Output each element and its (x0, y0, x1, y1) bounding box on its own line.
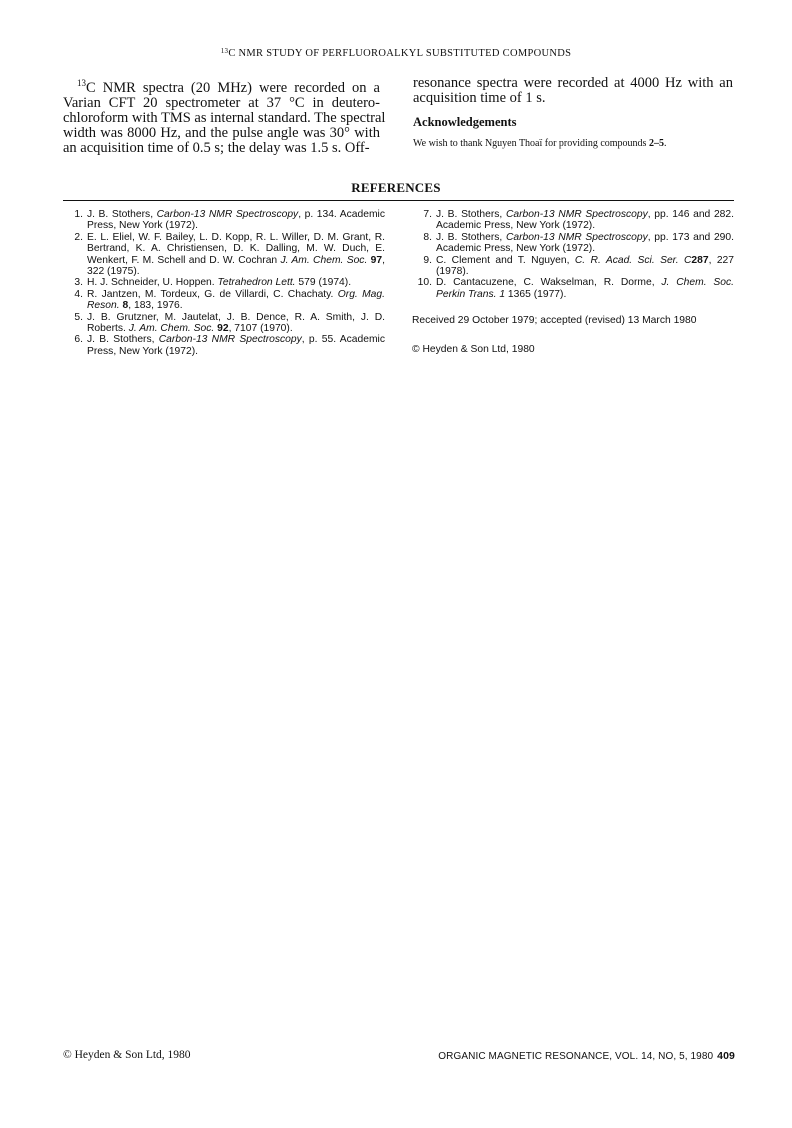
reference-item (63, 312, 385, 335)
acknowledgements-text: We wish to thank Nguyen Thoaï for providing compounds 2–5. (413, 138, 667, 149)
reference-text: J. B. Stothers, Carbon-13 NMR Spectroscopy, p. 134. Academic Press, New York (1972). (87, 209, 385, 232)
reference-item (63, 289, 385, 312)
acknowledgements-heading: Acknowledgements (413, 115, 517, 129)
text-line: resonance spectra were recorded at 4000 Hz with an (413, 75, 733, 91)
reference-text: J. B. Stothers, Carbon-13 NMR Spectroscopy, pp. 146 and 282. Academic Press, New York (1972). (436, 209, 734, 232)
reference-number: 2. (74, 231, 83, 243)
text-line: chloroform with TMS as internal standard. The spectral (63, 109, 386, 126)
reference-number: 9. (423, 254, 432, 266)
reference-text: J. B. Grutzner, M. Jautelat, J. B. Dence, R. A. Smith, J. D. Roberts. J. Am. Chem. Soc. 92, 7107 (1970). (87, 311, 385, 335)
reference-number: 6. (74, 334, 83, 346)
reference-item (63, 209, 385, 232)
received-date: Received 29 October 1979; accepted (revised) 13 March 1980 (412, 315, 697, 327)
reference-item (63, 232, 385, 278)
text-line: $^{13}$C NMR spectra (20 MHz) were recorded on a (77, 78, 380, 96)
copyright-notice: © Heyden & Son Ltd, 1980 (412, 343, 535, 355)
body-column-left (63, 76, 386, 156)
isotope-superscript: 13 (77, 78, 86, 88)
reference-item (412, 209, 734, 232)
body-column-right (413, 76, 733, 149)
references-rule (63, 200, 734, 201)
references-list-right (412, 209, 734, 355)
footer-journal-info (438, 1050, 735, 1062)
reference-number: 10. (417, 277, 432, 289)
running-head: $^{13}$C NMR STUDY OF PERFLUOROALKYL SUBSTITUTED COMPOUNDS (220, 47, 572, 59)
text-line: acquisition time of 1 s. (413, 90, 546, 106)
references-list-left (63, 209, 385, 357)
reference-text: H. J. Schneider, U. Hoppen. Tetrahedron Lett. 579 (1974). (87, 277, 352, 289)
reference-number: 3. (74, 277, 83, 289)
text-line: Varian CFT 20 spectrometer at 37 °C in deutero- (63, 94, 380, 111)
reference-text: C. Clement and T. Nguyen, C. R. Acad. Sci. Ser. C287, 227 (1978). (436, 254, 734, 278)
reference-number: 4. (74, 288, 83, 300)
reference-number: 5. (74, 311, 83, 323)
reference-item (412, 277, 734, 300)
references-heading: REFERENCES (351, 180, 441, 195)
reference-number: 8. (423, 231, 432, 243)
reference-item (412, 232, 734, 255)
text-line: width was 8000 Hz, and the pulse angle was 30° with (63, 124, 380, 141)
reference-item (63, 277, 385, 288)
methods-paragraph (63, 76, 386, 156)
reference-item (63, 334, 385, 357)
reference-text: J. B. Stothers, Carbon-13 NMR Spectroscopy, pp. 173 and 290. Academic Press, New York (1972). (436, 231, 734, 255)
reference-text: J. B. Stothers, Carbon-13 NMR Spectroscopy, p. 55. Academic Press, New York (1972). (87, 334, 385, 357)
reference-text: E. L. Eliel, W. F. Bailey, L. D. Kopp, R. L. Willer, D. M. Grant, R. Bertrand, K. A. Christiensen, D. K. Dalling, M. W. Duch, E. Wenkert, F. M. Schell and D. W. Cochran J. Am. Chem. Soc. 97, 322 (1975). (87, 231, 385, 278)
reference-number: 1. (74, 209, 83, 220)
reference-text: D. Cantacuzene, C. Wakselman, R. Dorme, J. Chem. Soc. Perkin Trans. 1 1365 (1977). (436, 277, 734, 300)
text-line: an acquisition time of 0.5 s; the delay was 1.5 s. Off- (63, 139, 370, 156)
footer-copyright: © Heyden & Son Ltd, 1980 (63, 1049, 191, 1061)
journal-citation: ORGANIC MAGNETIC RESONANCE, VOL. 14, NO, 5, 1980 (438, 1051, 714, 1062)
page-number: 409 (717, 1050, 735, 1062)
reference-text: R. Jantzen, M. Tordeux, G. de Villardi, C. Chachaty. Org. Mag. Reson. 8, 183, 1976. (87, 288, 385, 312)
reference-number: 7. (423, 209, 432, 220)
reference-item (412, 255, 734, 278)
methods-paragraph-continued (413, 76, 733, 106)
